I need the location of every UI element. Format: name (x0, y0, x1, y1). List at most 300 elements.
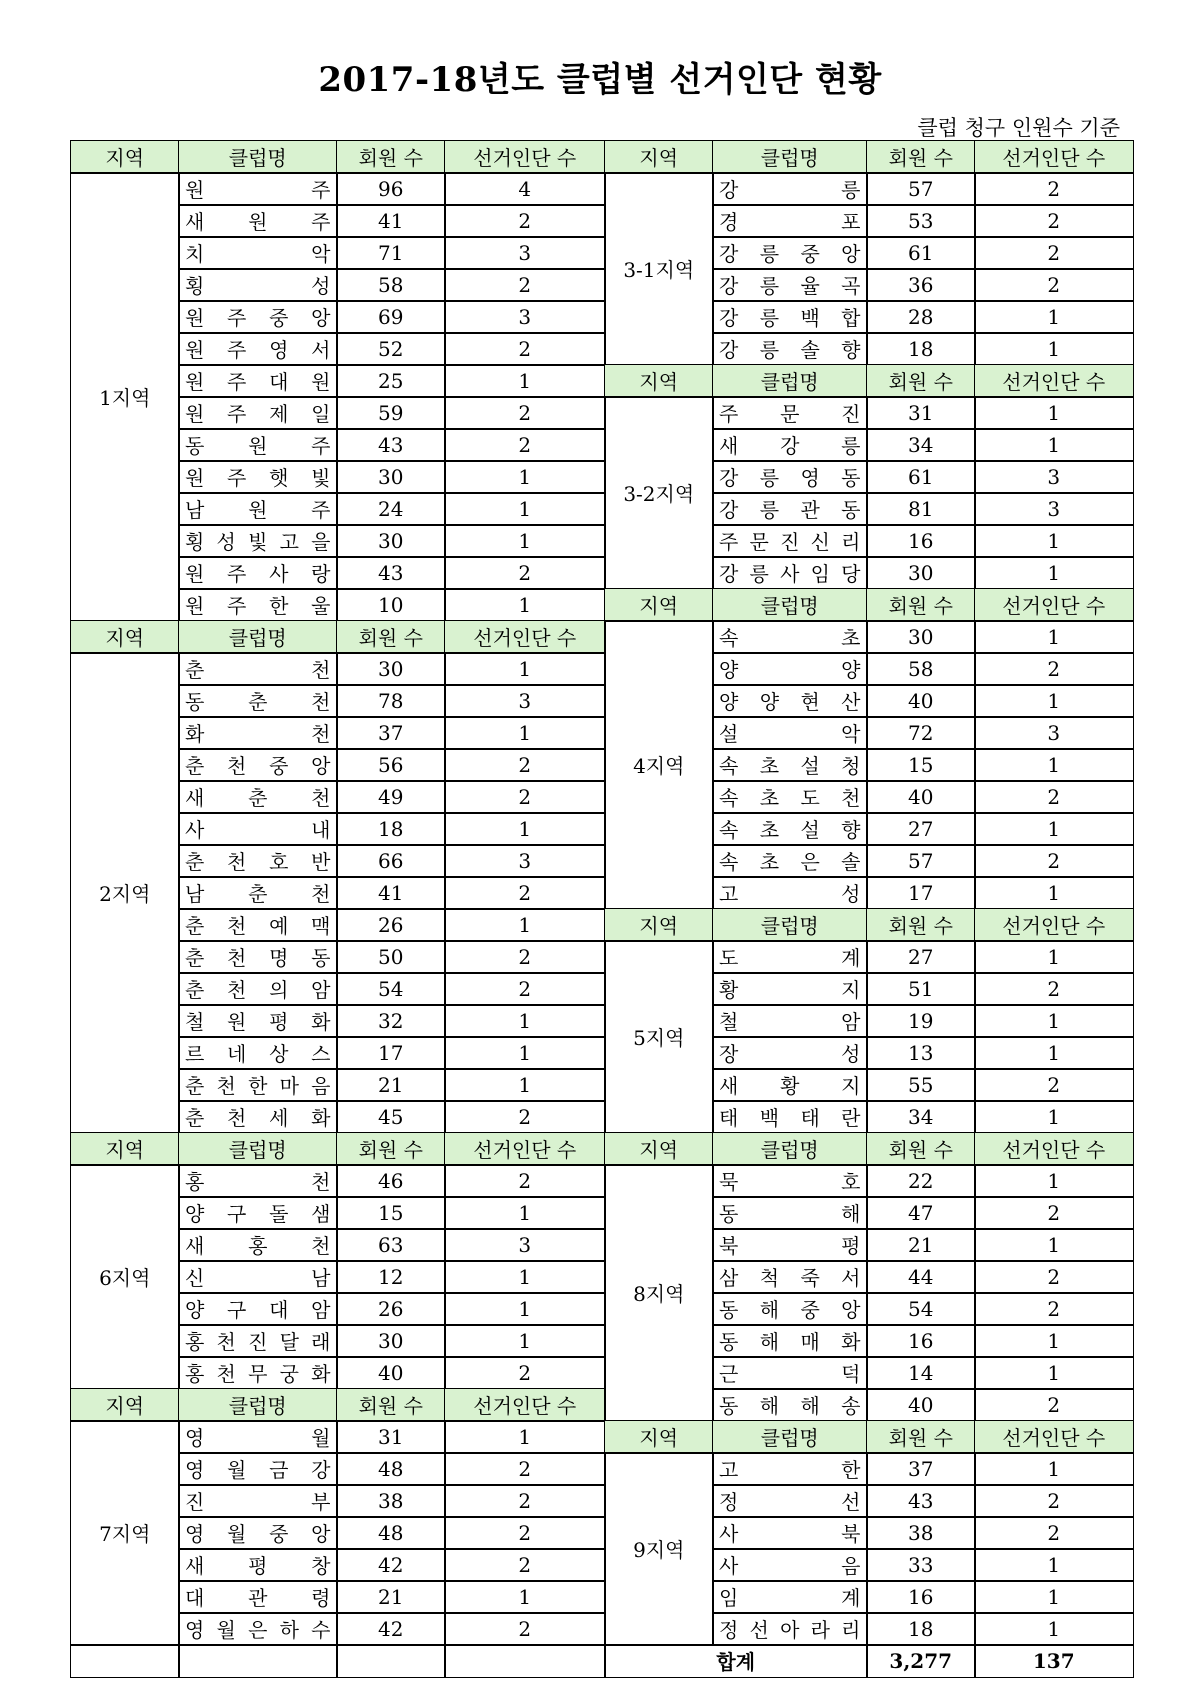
electors-cell: 2 (974, 1516, 1134, 1550)
members-cell: 40 (336, 1356, 446, 1390)
members-cell: 55 (866, 1068, 976, 1102)
club-name-char: 강 (719, 466, 739, 491)
club-name-char: 주 (719, 402, 739, 427)
members-cell: 37 (866, 1452, 976, 1486)
club-name-char: 죽 (800, 1266, 820, 1291)
members-cell: 33 (866, 1548, 976, 1582)
club-name-cell (712, 1036, 868, 1070)
club-name-cell (712, 236, 868, 270)
electors-cell: 3 (444, 684, 606, 718)
club-name-cell (178, 940, 338, 974)
club-name-char: 릉 (759, 338, 780, 363)
electors-cell: 2 (974, 972, 1134, 1006)
club-name-cell (178, 332, 338, 366)
club-name-char: 중 (269, 1522, 289, 1547)
club-name-char: 초 (759, 754, 780, 779)
club-name-char: 하 (279, 1618, 299, 1643)
club-name-cell (178, 972, 338, 1006)
club-name-cell (178, 1196, 338, 1230)
header-club-name: 클럽명 (712, 140, 868, 174)
electors-cell: 1 (444, 908, 606, 942)
region-cell: 4지역 (604, 620, 714, 910)
electors-cell: 1 (974, 1164, 1134, 1198)
club-name-char: 원 (185, 402, 205, 427)
club-name-char: 해 (800, 1394, 820, 1419)
members-cell: 57 (866, 172, 976, 206)
electors-cell: 1 (974, 1036, 1134, 1070)
club-name-char: 산 (841, 690, 861, 715)
club-name-char: 스 (311, 1042, 331, 1067)
club-name-char: 천 (311, 1234, 331, 1259)
club-name-char: 대 (269, 1298, 289, 1323)
electors-cell: 2 (974, 1068, 1134, 1102)
header-electors: 선거인단 수 (444, 620, 606, 654)
electors-cell: 3 (974, 492, 1134, 526)
club-name-char: 강 (719, 178, 739, 203)
members-cell: 40 (866, 1388, 976, 1422)
club-name-char: 마 (279, 1074, 299, 1099)
club-name-cell (712, 1004, 868, 1038)
club-name-cell (178, 492, 338, 526)
club-name-char: 호 (269, 850, 289, 875)
club-name-cell (178, 876, 338, 910)
club-name-char: 주 (227, 370, 247, 395)
electors-cell: 2 (974, 1484, 1134, 1518)
header-electors: 선거인단 수 (444, 140, 606, 174)
electors-cell: 2 (444, 876, 606, 910)
club-name-cell (178, 684, 338, 718)
club-name-cell (712, 1292, 868, 1326)
region-cell: 2지역 (70, 652, 180, 1134)
club-name-cell (178, 1580, 338, 1614)
club-name-char: 매 (800, 1330, 820, 1355)
members-cell: 48 (336, 1452, 446, 1486)
header-members: 회원 수 (866, 908, 976, 942)
club-name-char: 릉 (759, 498, 780, 523)
club-name-cell (178, 1292, 338, 1326)
club-name-cell (178, 1324, 338, 1358)
electors-cell: 2 (444, 1452, 606, 1486)
members-cell: 24 (336, 492, 446, 526)
club-name-char: 홍 (185, 1362, 205, 1387)
club-name-char: 수 (311, 1618, 331, 1643)
club-name-char: 진 (248, 1330, 268, 1355)
club-name-char: 관 (800, 498, 820, 523)
club-name-char: 내 (311, 818, 331, 843)
club-name-char: 주 (719, 530, 739, 555)
header-club-name: 클럽명 (712, 1420, 868, 1454)
members-cell: 57 (866, 844, 976, 878)
electors-cell: 2 (444, 396, 606, 430)
members-cell: 37 (336, 716, 446, 750)
club-name-char: 양 (719, 690, 739, 715)
club-name-char: 성 (216, 530, 236, 555)
club-name-char: 사 (719, 1522, 739, 1547)
electors-cell: 2 (444, 1164, 606, 1198)
club-name-char: 강 (780, 434, 800, 459)
members-cell: 18 (336, 812, 446, 846)
club-name-char: 화 (311, 1106, 331, 1131)
electors-cell: 1 (444, 1324, 606, 1358)
electors-cell: 1 (974, 1324, 1134, 1358)
club-name-cell (178, 908, 338, 942)
club-name-char: 선 (749, 1618, 769, 1643)
electors-cell: 2 (444, 1548, 606, 1582)
club-name-char: 사 (269, 562, 289, 587)
club-name-char: 해 (841, 1202, 861, 1227)
electors-cell: 2 (974, 236, 1134, 270)
members-cell: 56 (336, 748, 446, 782)
electors-cell: 3 (974, 460, 1134, 494)
header-electors: 선거인단 수 (974, 1132, 1134, 1166)
empty-total-cell (70, 1644, 180, 1678)
club-name-char: 돌 (269, 1202, 289, 1227)
club-name-char: 음 (841, 1554, 861, 1579)
club-name-char: 한 (248, 1074, 268, 1099)
club-name-char: 진 (780, 530, 800, 555)
members-cell: 30 (336, 652, 446, 686)
club-name-char: 은 (800, 850, 820, 875)
club-name-char: 속 (719, 786, 739, 811)
club-name-char: 빛 (311, 466, 331, 491)
members-cell: 44 (866, 1260, 976, 1294)
club-name-char: 화 (311, 1010, 331, 1035)
club-name-char: 설 (800, 754, 820, 779)
club-name-char: 춘 (248, 690, 268, 715)
club-name-char: 평 (841, 1234, 861, 1259)
club-name-cell (178, 748, 338, 782)
club-name-char: 주 (311, 210, 331, 235)
club-name-cell (712, 620, 868, 654)
club-name-char: 춘 (248, 882, 268, 907)
club-name-char: 해 (759, 1298, 780, 1323)
members-cell: 58 (336, 268, 446, 302)
electors-cell: 1 (444, 1420, 606, 1454)
club-name-char: 새 (719, 434, 739, 459)
electors-cell: 1 (974, 332, 1134, 366)
club-name-char: 원 (248, 498, 268, 523)
club-name-char: 초 (759, 818, 780, 843)
club-name-cell (178, 428, 338, 462)
club-name-char: 중 (800, 1298, 820, 1323)
club-name-cell (178, 460, 338, 494)
club-name-cell (178, 204, 338, 238)
club-name-char: 천 (227, 946, 247, 971)
club-name-char: 동 (719, 1394, 739, 1419)
members-cell: 61 (866, 236, 976, 270)
electors-cell: 1 (974, 1452, 1134, 1486)
members-cell: 10 (336, 588, 446, 622)
club-name-cell (712, 1548, 868, 1582)
members-cell: 45 (336, 1100, 446, 1134)
club-name-char: 천 (227, 1106, 247, 1131)
header-region: 지역 (604, 1132, 714, 1166)
members-cell: 58 (866, 652, 976, 686)
club-name-char: 척 (759, 1266, 780, 1291)
club-name-char: 중 (269, 754, 289, 779)
club-name-char: 주 (227, 594, 247, 619)
club-name-char: 동 (841, 466, 861, 491)
members-cell: 42 (336, 1548, 446, 1582)
club-name-cell (178, 1036, 338, 1070)
club-name-char: 원 (185, 178, 205, 203)
club-name-char: 원 (185, 562, 205, 587)
club-name-char: 천 (227, 914, 247, 939)
electors-cell: 3 (444, 236, 606, 270)
electors-cell: 2 (974, 1388, 1134, 1422)
club-name-char: 무 (248, 1362, 268, 1387)
club-name-char: 덕 (841, 1362, 861, 1387)
club-name-char: 화 (311, 1362, 331, 1387)
club-name-char: 주 (227, 562, 247, 587)
electors-cell: 1 (444, 1004, 606, 1038)
club-name-char: 호 (841, 1170, 861, 1195)
members-cell: 63 (336, 1228, 446, 1262)
members-cell: 30 (336, 1324, 446, 1358)
club-name-char: 랑 (311, 562, 331, 587)
members-cell: 25 (336, 364, 446, 398)
club-name-char: 춘 (185, 978, 205, 1003)
club-name-cell (712, 1324, 868, 1358)
club-name-char: 제 (269, 402, 289, 427)
club-name-char: 초 (841, 626, 861, 651)
region-cell: 6지역 (70, 1164, 180, 1390)
members-cell: 18 (866, 332, 976, 366)
header-club-name: 클럽명 (712, 908, 868, 942)
header-members: 회원 수 (866, 140, 976, 174)
members-cell: 28 (866, 300, 976, 334)
club-name-char: 릉 (759, 274, 780, 299)
club-name-cell (178, 556, 338, 590)
members-cell: 49 (336, 780, 446, 814)
electors-cell: 2 (974, 204, 1134, 238)
electors-cell: 2 (974, 268, 1134, 302)
electors-cell: 3 (974, 716, 1134, 750)
electors-cell: 2 (974, 844, 1134, 878)
members-cell: 53 (866, 204, 976, 238)
club-name-char: 향 (841, 818, 861, 843)
club-name-cell (712, 492, 868, 526)
club-name-char: 강 (719, 242, 739, 267)
club-name-char: 샘 (311, 1202, 331, 1227)
electors-cell: 1 (444, 1068, 606, 1102)
club-name-char: 구 (227, 1202, 247, 1227)
club-name-char: 계 (841, 1586, 861, 1611)
club-name-char: 영 (185, 1458, 205, 1483)
club-name-char: 새 (185, 210, 205, 235)
members-cell: 38 (336, 1484, 446, 1518)
club-name-char: 원 (248, 210, 268, 235)
members-cell: 26 (336, 1292, 446, 1326)
club-name-char: 초 (759, 850, 780, 875)
header-club-name: 클럽명 (178, 1132, 338, 1166)
club-name-char: 천 (311, 722, 331, 747)
club-name-char: 당 (841, 562, 861, 587)
members-cell: 43 (336, 428, 446, 462)
club-name-char: 초 (759, 786, 780, 811)
electors-cell: 1 (974, 940, 1134, 974)
empty-total-cell (444, 1644, 606, 1678)
club-name-char: 란 (841, 1106, 861, 1131)
club-name-char: 정 (719, 1490, 739, 1515)
electors-cell: 4 (444, 172, 606, 206)
club-name-char: 악 (311, 242, 331, 267)
header-members: 회원 수 (866, 1420, 976, 1454)
club-name-char: 계 (841, 946, 861, 971)
members-cell: 21 (336, 1068, 446, 1102)
club-name-cell (712, 428, 868, 462)
club-name-char: 율 (800, 274, 820, 299)
club-name-cell (178, 524, 338, 558)
members-cell: 48 (336, 1516, 446, 1550)
club-name-char: 맥 (311, 914, 331, 939)
club-name-char: 지 (841, 978, 861, 1003)
electors-cell: 1 (974, 1356, 1134, 1390)
club-name-cell (712, 300, 868, 334)
club-name-char: 백 (759, 1106, 780, 1131)
header-electors: 선거인단 수 (444, 1388, 606, 1422)
club-name-char: 성 (841, 882, 861, 907)
club-name-char: 상 (269, 1042, 289, 1067)
club-name-char: 강 (719, 274, 739, 299)
club-name-char: 일 (311, 402, 331, 427)
header-club-name: 클럽명 (178, 140, 338, 174)
club-name-char: 구 (227, 1298, 247, 1323)
club-name-char: 삼 (719, 1266, 739, 1291)
club-name-char: 암 (311, 1298, 331, 1323)
header-region: 지역 (604, 908, 714, 942)
members-cell: 31 (336, 1420, 446, 1454)
members-cell: 72 (866, 716, 976, 750)
club-name-char: 고 (279, 530, 299, 555)
club-name-char: 동 (311, 946, 331, 971)
club-name-char: 지 (841, 1074, 861, 1099)
header-region: 지역 (604, 588, 714, 622)
club-name-char: 천 (227, 978, 247, 1003)
club-name-char: 천 (311, 690, 331, 715)
electors-cell: 2 (444, 1100, 606, 1134)
region-cell: 8지역 (604, 1164, 714, 1422)
club-name-char: 궁 (279, 1362, 299, 1387)
club-name-char: 주 (311, 178, 331, 203)
club-name-char: 월 (216, 1618, 236, 1643)
club-name-char: 리 (841, 530, 861, 555)
members-cell: 19 (866, 1004, 976, 1038)
members-cell: 36 (866, 268, 976, 302)
members-cell: 13 (866, 1036, 976, 1070)
club-name-char: 양 (185, 1202, 205, 1227)
club-name-char: 악 (841, 722, 861, 747)
region-cell: 3-1지역 (604, 172, 714, 366)
club-name-char: 포 (841, 210, 861, 235)
club-name-cell (712, 1612, 868, 1646)
club-name-char: 고 (719, 882, 739, 907)
electors-cell: 1 (444, 652, 606, 686)
club-name-char: 천 (311, 786, 331, 811)
electors-cell: 1 (974, 1228, 1134, 1262)
club-name-char: 주 (227, 338, 247, 363)
header-members: 회원 수 (866, 588, 976, 622)
club-name-char: 앙 (311, 1522, 331, 1547)
club-name-char: 선 (841, 1490, 861, 1515)
club-name-char: 세 (269, 1106, 289, 1131)
club-name-char: 평 (269, 1010, 289, 1035)
page-title: 2017-18년도 클럽별 선거인단 현황 (318, 60, 882, 100)
club-name-char: 동 (719, 1298, 739, 1323)
club-name-cell (712, 812, 868, 846)
club-name-char: 아 (780, 1618, 800, 1643)
electors-cell: 1 (444, 492, 606, 526)
total-electors: 137 (974, 1644, 1134, 1678)
header-electors: 선거인단 수 (974, 908, 1134, 942)
club-name-char: 릉 (759, 306, 780, 331)
electors-cell: 2 (444, 428, 606, 462)
club-name-cell (712, 972, 868, 1006)
club-name-cell (712, 684, 868, 718)
electors-cell: 1 (444, 716, 606, 750)
club-name-char: 주 (227, 466, 247, 491)
club-name-char: 영 (269, 338, 289, 363)
empty-total-cell (336, 1644, 446, 1678)
club-name-char: 강 (719, 562, 739, 587)
electors-cell: 2 (974, 652, 1134, 686)
header-members: 회원 수 (336, 140, 446, 174)
club-name-char: 사 (719, 1554, 739, 1579)
club-name-char: 양 (719, 658, 739, 683)
club-name-char: 문 (749, 530, 769, 555)
region-cell: 7지역 (70, 1420, 180, 1646)
club-name-char: 금 (269, 1458, 289, 1483)
club-name-cell (178, 1516, 338, 1550)
club-name-char: 새 (185, 1234, 205, 1259)
club-name-cell (178, 652, 338, 686)
club-name-char: 앙 (841, 1298, 861, 1323)
electors-cell: 1 (974, 684, 1134, 718)
club-name-char: 평 (248, 1554, 268, 1579)
club-name-cell (712, 1484, 868, 1518)
electors-cell: 1 (974, 748, 1134, 782)
members-cell: 41 (336, 876, 446, 910)
club-name-char: 원 (185, 338, 205, 363)
club-name-char: 새 (185, 1554, 205, 1579)
members-cell: 16 (866, 1580, 976, 1614)
header-club-name: 클럽명 (712, 364, 868, 398)
club-name-char: 부 (311, 1490, 331, 1515)
club-name-char: 영 (185, 1618, 205, 1643)
club-name-cell (178, 1452, 338, 1486)
members-cell: 38 (866, 1516, 976, 1550)
club-name-cell (712, 1196, 868, 1230)
electors-cell: 2 (974, 780, 1134, 814)
electors-cell: 1 (444, 524, 606, 558)
electors-cell: 2 (444, 332, 606, 366)
club-name-cell (178, 1484, 338, 1518)
electors-cell: 3 (444, 844, 606, 878)
electors-cell: 2 (974, 1196, 1134, 1230)
club-name-cell (712, 780, 868, 814)
club-name-cell (712, 876, 868, 910)
club-name-char: 릉 (749, 562, 769, 587)
club-name-char: 동 (841, 498, 861, 523)
club-name-cell (178, 780, 338, 814)
club-name-cell (712, 940, 868, 974)
header-members: 회원 수 (866, 364, 976, 398)
members-cell: 22 (866, 1164, 976, 1198)
club-name-char: 남 (311, 1266, 331, 1291)
club-name-char: 현 (800, 690, 820, 715)
club-name-char: 치 (185, 242, 205, 267)
members-cell: 66 (336, 844, 446, 878)
